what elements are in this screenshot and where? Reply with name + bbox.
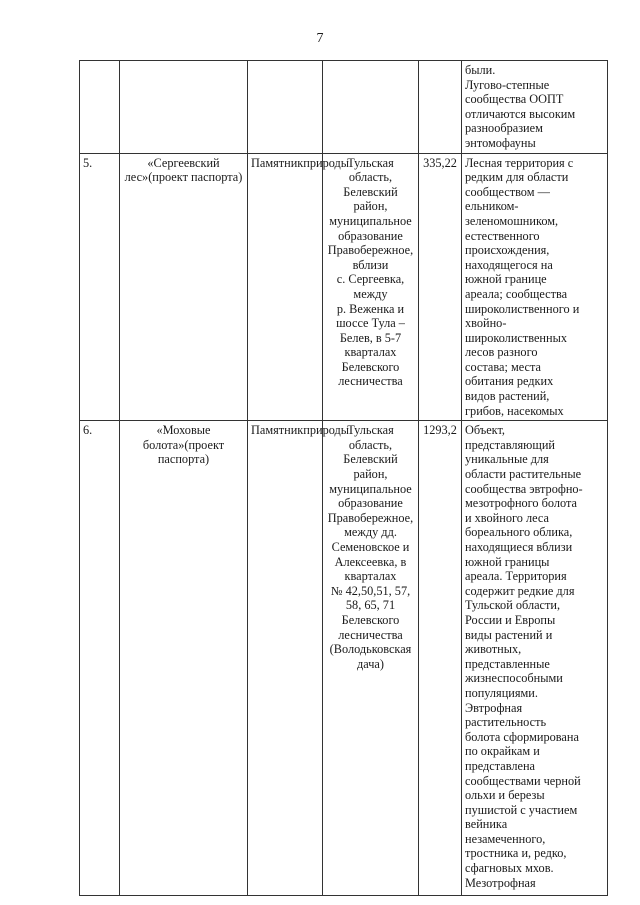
area-description-line: жизнеспособными xyxy=(465,671,563,686)
area-location-line: Правобережное, xyxy=(327,243,414,258)
area-location-line: Тульская xyxy=(347,155,394,170)
area-name-line: «Моховые болота» xyxy=(142,423,211,452)
area-description-line: вейника xyxy=(465,817,508,832)
area-description-line: и хвойного леса xyxy=(465,510,549,525)
area-description-line: Объект, xyxy=(465,423,505,438)
area-description-line: широколиственного и xyxy=(465,301,580,316)
area-location-line: № 42,50,51, 57, xyxy=(330,583,411,598)
area-location xyxy=(323,61,419,154)
area-description-line: Эвтрофная xyxy=(465,700,523,715)
area-location-line: (Володьковская xyxy=(329,642,412,657)
area-category xyxy=(248,153,350,421)
area-size: 335,22 xyxy=(419,153,462,421)
area-description xyxy=(462,61,608,154)
area-description-line: Тульской области, xyxy=(465,598,561,613)
area-description-line: естественного xyxy=(465,228,540,243)
area-description-line: грибов, насекомых xyxy=(465,403,564,418)
area-category xyxy=(248,421,350,896)
area-location xyxy=(323,421,419,896)
area-description-line: представленные xyxy=(465,656,550,671)
area-name-line: (проект паспорта) xyxy=(157,437,225,467)
area-location-line: с. Сергеевка, xyxy=(336,272,405,287)
area-location-line: Белевский xyxy=(343,452,398,467)
area-description-line: тростника и, редко, xyxy=(465,846,567,861)
row-number xyxy=(80,61,120,154)
area-size xyxy=(419,61,462,154)
area-description xyxy=(462,421,608,896)
area-description-line: находящиеся вблизи xyxy=(465,540,573,554)
area-location-line: Семеновское и xyxy=(331,540,410,554)
area-name xyxy=(120,421,248,896)
area-description-line: содержит редкие для xyxy=(465,583,575,598)
area-description-line: России и Европы xyxy=(465,612,556,627)
area-description-line: сообщества эвтрофно- xyxy=(465,481,583,496)
area-location-line: 58, 65, 71 xyxy=(345,598,396,613)
area-description-line: энтомофауны xyxy=(465,135,536,150)
area-location-line: вблизи xyxy=(352,257,389,272)
area-location-line: между xyxy=(353,286,388,301)
area-description-line: были. xyxy=(465,63,496,77)
area-location-line: район, xyxy=(353,199,388,214)
area-description-line: ареала; сообщества xyxy=(465,286,568,301)
area-description-line: ольхи и березы xyxy=(465,788,545,803)
area-category xyxy=(248,61,323,154)
area-description-line: Лугово-степные xyxy=(465,77,550,92)
area-description-line: южной границе xyxy=(465,272,547,287)
area-category-line: Памятник xyxy=(251,155,304,170)
row-number: 5. xyxy=(80,153,120,421)
area-description-line: состава; места xyxy=(465,359,541,374)
area-location-line: между дд. xyxy=(344,525,397,540)
table-row xyxy=(80,153,608,421)
area-description-line: пушистой с участием xyxy=(465,802,578,817)
table-row xyxy=(80,61,608,154)
area-description-line: редким для области xyxy=(465,170,569,185)
area-name xyxy=(120,61,248,154)
area-description-line: зеленомошником, xyxy=(465,213,559,228)
area-description-line: сообществами черной xyxy=(465,773,581,788)
area-description-line: растительность xyxy=(465,715,547,730)
area-description-line: по окрайкам и xyxy=(465,744,540,759)
area-location-line: кварталах xyxy=(344,345,397,360)
area-description-line: сообщества ООПТ xyxy=(465,92,564,107)
area-description-line: южной границы xyxy=(465,554,550,569)
area-description-line: отличаются высоким xyxy=(465,106,576,121)
area-description-line: области растительные xyxy=(465,467,582,482)
area-category-line: природы xyxy=(303,155,350,170)
area-description-line: ельником- xyxy=(465,199,519,214)
area-name-line: «Сергеевский лес» xyxy=(124,155,220,185)
area-description-line: разнообразием xyxy=(465,121,543,136)
area-description-line: болота сформирована xyxy=(465,729,579,744)
area-description-line: обитания редких xyxy=(465,374,554,389)
area-description-line: незамеченного, xyxy=(465,831,546,846)
area-location-line: дача) xyxy=(357,656,384,671)
area-location-line: кварталах xyxy=(344,569,397,584)
area-description-line: находящегося на xyxy=(465,257,553,272)
area-location-line: Белевского xyxy=(341,612,400,627)
area-description-line: лесов разного xyxy=(465,345,538,360)
area-description-line: Мезотрофная xyxy=(465,875,536,890)
area-location-line: образование xyxy=(338,496,403,511)
area-description xyxy=(462,153,608,421)
area-location-line: Тульская xyxy=(347,423,394,438)
area-description-line: представлена xyxy=(465,758,535,773)
area-description-line: популяциями. xyxy=(465,685,538,700)
area-description-line: уникальные для xyxy=(465,452,549,467)
area-location-line: лесничества xyxy=(338,627,403,642)
area-location-line: область, xyxy=(348,437,393,452)
area-location-line: лесничества xyxy=(338,374,403,389)
area-description-line: происхождения, xyxy=(465,243,550,258)
area-category-line: Памятник xyxy=(251,423,304,438)
area-location-line: область, xyxy=(348,170,393,185)
area-description-line: виды растений и xyxy=(465,627,553,642)
area-location-line: Алексеевка, в xyxy=(334,554,407,569)
area-name xyxy=(120,153,248,421)
protected-areas-table xyxy=(79,60,608,896)
area-location-line: шоссе Тула – xyxy=(336,316,405,331)
area-location-line: район, xyxy=(353,467,388,482)
area-description-line: сфагновых мхов. xyxy=(465,861,554,876)
area-description-line: широколиственных xyxy=(465,330,567,345)
area-description-line: Лесная территория с xyxy=(465,155,574,170)
area-description-line: видов растений, xyxy=(465,389,550,404)
area-location xyxy=(323,153,419,421)
area-location-line: р. Веженка и xyxy=(336,301,405,316)
area-category-line: природы xyxy=(303,423,350,438)
area-description-line: хвойно- xyxy=(465,316,507,331)
area-description-line: бореального облика, xyxy=(465,525,573,540)
page-number: 7 xyxy=(316,31,324,46)
area-location-line: Белевский xyxy=(343,184,398,199)
area-location-line: муниципальное xyxy=(329,213,412,228)
area-location-line: Правобережное, xyxy=(327,510,414,525)
area-description-line: мезотрофного болота xyxy=(465,496,577,511)
area-location-line: Белевского xyxy=(341,359,400,374)
table-row xyxy=(80,421,608,896)
area-location-line: образование xyxy=(338,228,403,243)
area-description-line: сообществом — xyxy=(465,184,550,199)
area-description-line: представляющий xyxy=(465,437,555,452)
area-description-line: животных, xyxy=(465,642,522,657)
area-location-line: Белев, в 5-7 xyxy=(339,330,402,345)
row-number: 6. xyxy=(80,421,120,896)
area-name-line: (проект паспорта) xyxy=(148,170,243,185)
area-size: 1293,2 xyxy=(419,421,462,896)
area-description-line: ареала. Территория xyxy=(465,569,567,584)
area-location-line: муниципальное xyxy=(329,481,412,496)
